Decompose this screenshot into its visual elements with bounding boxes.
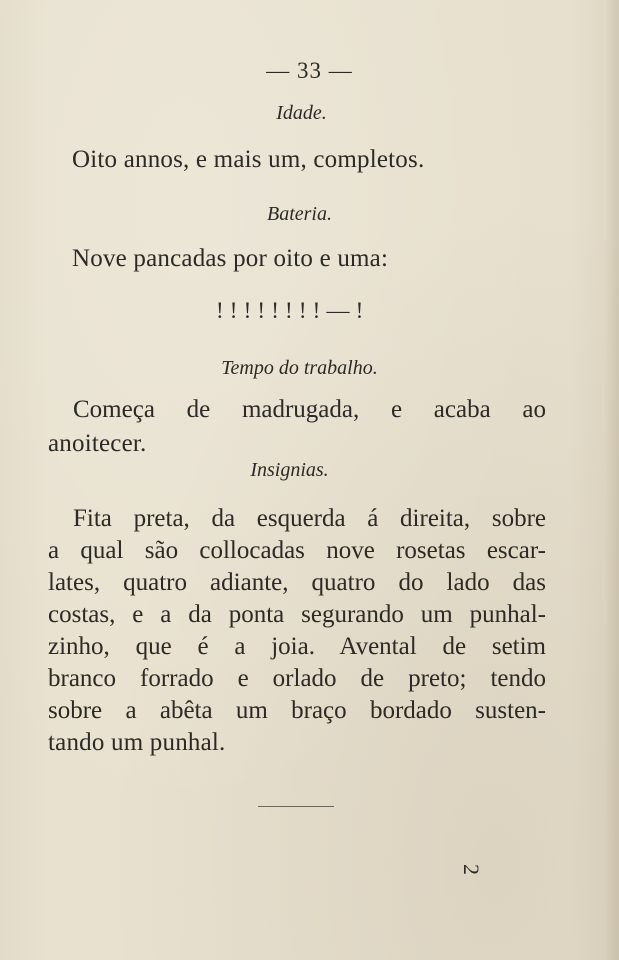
- heading-bateria: Bateria.: [267, 203, 332, 225]
- bateria-marks: ! ! ! ! ! ! ! ! — !: [216, 298, 364, 323]
- text-insignias-line-1: Fita preta, da esquerda á direita, sobre: [73, 505, 546, 532]
- text-insignias-line-3: lates, quatro adiante, quatro do lado das: [48, 569, 546, 596]
- text-insignias-line-8: tando um punhal.: [48, 729, 226, 756]
- heading-insignias: Insignias.: [250, 459, 329, 481]
- text-tempo-line-1: Começa de madrugada, e acaba ao: [73, 396, 546, 423]
- section-end-rule: [258, 806, 334, 807]
- page-number: — 33 —: [266, 58, 353, 83]
- text-idade: Oito annos, e mais um, completos.: [72, 146, 425, 173]
- text-insignias-line-6: branco forrado e orlado de preto; tendo: [48, 665, 546, 692]
- page-edge-shadow: [605, 0, 619, 960]
- text-insignias-line-5: zinho, que é a joia. Avental de setim: [48, 633, 546, 660]
- text-tempo-line-2: anoitecer.: [48, 430, 147, 457]
- signature-mark: 2: [459, 864, 484, 875]
- heading-tempo: Tempo do trabalho.: [221, 357, 378, 379]
- heading-idade: Idade.: [276, 102, 327, 124]
- text-insignias-line-4: costas, e a da ponta segurando um punhal-: [48, 601, 546, 628]
- text-insignias-line-2: a qual são collocadas nove rosetas escar-: [48, 537, 546, 564]
- text-insignias-line-7: sobre a abêta um braço bordado susten-: [48, 697, 546, 724]
- text-bateria: Nove pancadas por oito e uma:: [72, 245, 389, 272]
